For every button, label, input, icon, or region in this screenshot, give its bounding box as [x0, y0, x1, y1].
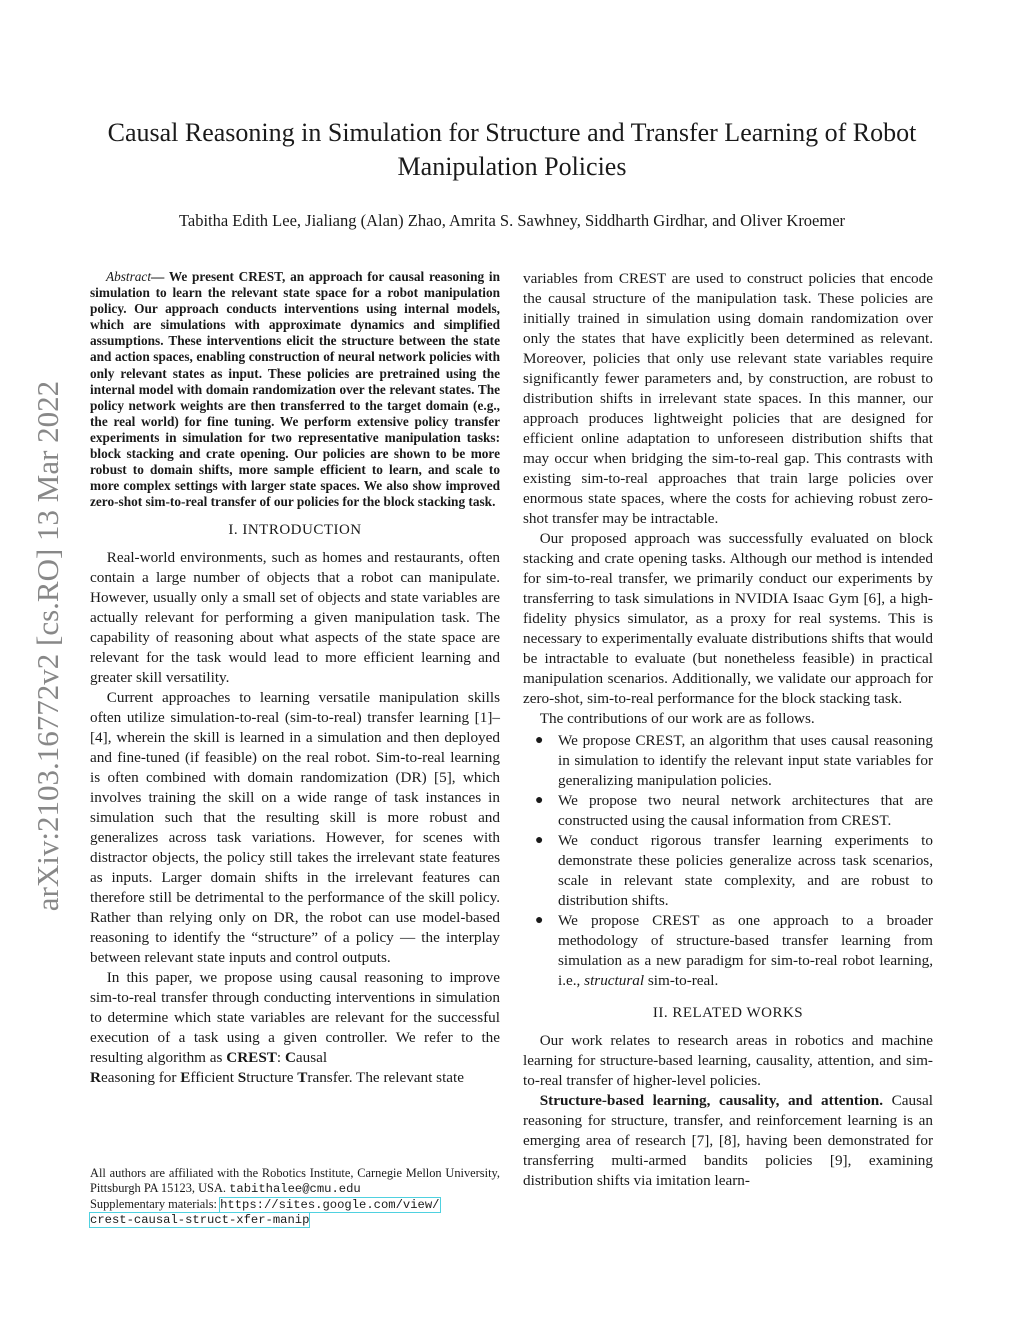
arxiv-identifier [30, 350, 65, 942]
bullet-icon: ● [535, 913, 544, 928]
contribution-text: We propose CREST, an algorithm that uses causal reasoning in simulation to identify the relevant input state variables for generalizing manipulation policies. [558, 732, 933, 789]
abstract-label: Abstract [105, 269, 152, 284]
acronym-rest: tructure [246, 1069, 298, 1087]
acronym-rest: ausal [295, 1049, 328, 1067]
contribution-text: We propose CREST as one approach to a broader methodology of structure-based transfer learning from simulation as a new paradigm for sim-to-real robot learning, i.e., [558, 912, 933, 989]
intro-paragraph-5: The contributions of our work are as follows. [539, 710, 815, 727]
contribution-text-end: sim-to-real. [644, 972, 719, 989]
right-column [523, 269, 933, 1191]
abstract-text: We present CREST, an approach for causal reasoning in simulation to learn the relevant state space for a robot manipulation policy. Our approach conducts interventions using internal models, which are simulations with approximate dynamics and simplified assumptions. These interventions elicit the structure between the state and action spaces, enabling construction of neural network policies with only relevant states as input. These policies are pretrained using the internal model with domain randomization over the relevant states. The policy network weights are then transferred to the target domain (e.g., the real world) for fine tuning. We perform extensive policy transfer experiments in simulation for two representative manipulation tasks: block stacking and crate opening. Our policies are shown to be more robust to domain shifts, more sample efficient to learn, and scale to more complex settings with larger state spaces. We also show improved zero-shot sim-to-real transfer of our policies for the block stacking task. [90, 269, 500, 510]
abstract [90, 269, 500, 510]
contribution-item [523, 731, 933, 791]
supplementary-link[interactable]: https://sites.google.com/view/ [220, 1197, 440, 1212]
paper-title: Causal Reasoning in Simulation for Structure and Transfer Learning of Robot Manipulation Policies [107, 118, 917, 181]
contribution-item [523, 831, 933, 911]
intro-paragraph-3 [90, 968, 500, 1088]
colon: : [276, 1049, 285, 1067]
footnote [90, 1166, 500, 1228]
intro-paragraph-2: Current approaches to learning versatile manipulation skills often utilize simulation-to-real (sim-to-real) transfer learning [1]–[4], wherein the skill is learned in a simulation and then deployed and fine-tuned (if feasible) on the real robot. Sim-to-real learning is often combined with domain randomization (DR) [5], which involves training the skill on a wide range of task instances in simulation such that the resulting skill is more robust and generalizes across task variations. However, for scenes with distractor objects, the policy still takes the irrelevant state features as inputs. Larger domain shifts in the irrelevant features can therefore still be detrimental to the performance of the skill policy. Rather than relying only on DR, the robot can use model-based reasoning to identify the “structure” of a policy — the interplay between relevant state inputs and control outputs. [90, 689, 500, 967]
abstract-dash: — [151, 269, 169, 284]
author-list: Tabitha Edith Lee, Jialiang (Alan) Zhao, Amrita S. Sawhney, Siddharth Girdhar, and Oliver Kroemer [178, 211, 846, 230]
intro-p3-text: In this paper, we propose using causal reasoning to improve sim-to-real transfer through conducting interventions in simulation to determine which state variables are relevant for the successful execution of a task using a given controller. We refer to the resulting algorithm as [90, 969, 500, 1067]
related-paragraph-2 [523, 1091, 933, 1191]
footnote-affiliation: All authors are affiliated with the Robotics Institute, Carnegie Mellon University, Pittsburgh PA 15123, USA. [90, 1166, 500, 1195]
section-heading-related-works: II. RELATED WORKS [652, 1005, 804, 1021]
acronym-rest: fficient [190, 1069, 238, 1087]
intro-paragraph-1: Real-world environments, such as homes and restaurants, often contain a large number of objects that a robot can manipulate. However, usually only a small set of objects and state variables are actually relevant for performing a given manipulation task. The capability of reasoning about what aspects of the state space are relevant for the task would lead to more efficient learning and greater skill versatility. [90, 549, 500, 687]
footnote-supplementary-label: Supplementary materials: [90, 1196, 221, 1211]
contribution-item [523, 791, 933, 831]
supplementary-link-continued[interactable]: crest-causal-struct-xfer-manip [90, 1213, 310, 1228]
section-heading-introduction: I. INTRODUCTION [228, 522, 362, 539]
footnote-email[interactable]: tabithalee@cmu.edu [229, 1181, 361, 1196]
contribution-text: We propose two neural network architectures that are constructed using the causal information from CREST. [558, 792, 933, 829]
intro-paragraph-3-continued: variables from CREST are used to construct policies that encode the causal structure of the manipulation task. These policies are initially trained in simulation using domain randomization over only the states that have explicitly been determined as relevant. Moreover, policies that only use relevant state variables require significantly fewer parameters and, by construction, are robust to distribution shifts in irrelevant state spaces. In this manner, our approach produces lightweight policies that are designed for efficient online adaptation to unforeseen distribution shifts that may occur when bridging the sim-to-real gap. This contrasts with existing sim-to-real approaches that train large policies over enormous state spaces, where the costs for achieving robust zero-shot transfer may be intractable. [523, 270, 933, 527]
arxiv-identifier-text: arXiv:2103.16772v2 [cs.RO] 13 Mar 2022 [30, 380, 65, 912]
acronym-letter: E [180, 1069, 191, 1087]
crest-name: CREST [226, 1049, 277, 1067]
contribution-text: We conduct rigorous transfer learning experiments to demonstrate these policies generalize across task scenarios, scale in relevant state complexity, and are robust to distribution shifts. [558, 832, 933, 909]
intro-paragraph-4: Our proposed approach was successfully evaluated on block stacking and crate opening tasks. Although our method is intended for sim-to-real transfer, we primarily conduct our experiments by transferring to task simulations in NVIDIA Isaac Gym [6], a high-fidelity physics simulator, as a proxy for real systems. This is necessary to experimentally evaluate distributions shifts that would be intractable to evaluate (but nonetheless feasible) in practical manipulation scenarios. Additionally, we validate our approach for zero-shot, sim-to-real performance for the block stacking task. [523, 530, 933, 707]
left-column [90, 269, 500, 1088]
related-subheading: Structure-based learning, causality, and attention. [539, 1092, 884, 1109]
related-paragraph-1: Our work relates to research areas in robotics and machine learning for structure-based learning, causality, attention, and sim-to-real transfer of higher-level policies. [523, 1032, 933, 1089]
acronym-letter: S [237, 1069, 247, 1087]
acronym-letter: T [297, 1069, 308, 1087]
acronym-rest: ransfer. The relevant state [307, 1069, 464, 1087]
acronym-letter: C [284, 1049, 296, 1067]
bullet-icon: ● [535, 793, 544, 808]
bullet-icon: ● [535, 833, 544, 848]
acronym-rest: easoning for [100, 1069, 181, 1087]
contributions-list [523, 731, 933, 991]
bullet-icon: ● [535, 733, 544, 748]
contribution-item [523, 911, 933, 991]
related-paragraph-2-text: Causal reasoning for structure, transfer, and reinforcement learning is an emerging area of research [7], [8], having been demonstrated for transferring multi-armed bandits policies [9], examining distribution shifts via imitation learn- [523, 1092, 933, 1189]
contribution-emphasis: structural [584, 972, 645, 989]
acronym-letter: R [90, 1069, 101, 1087]
